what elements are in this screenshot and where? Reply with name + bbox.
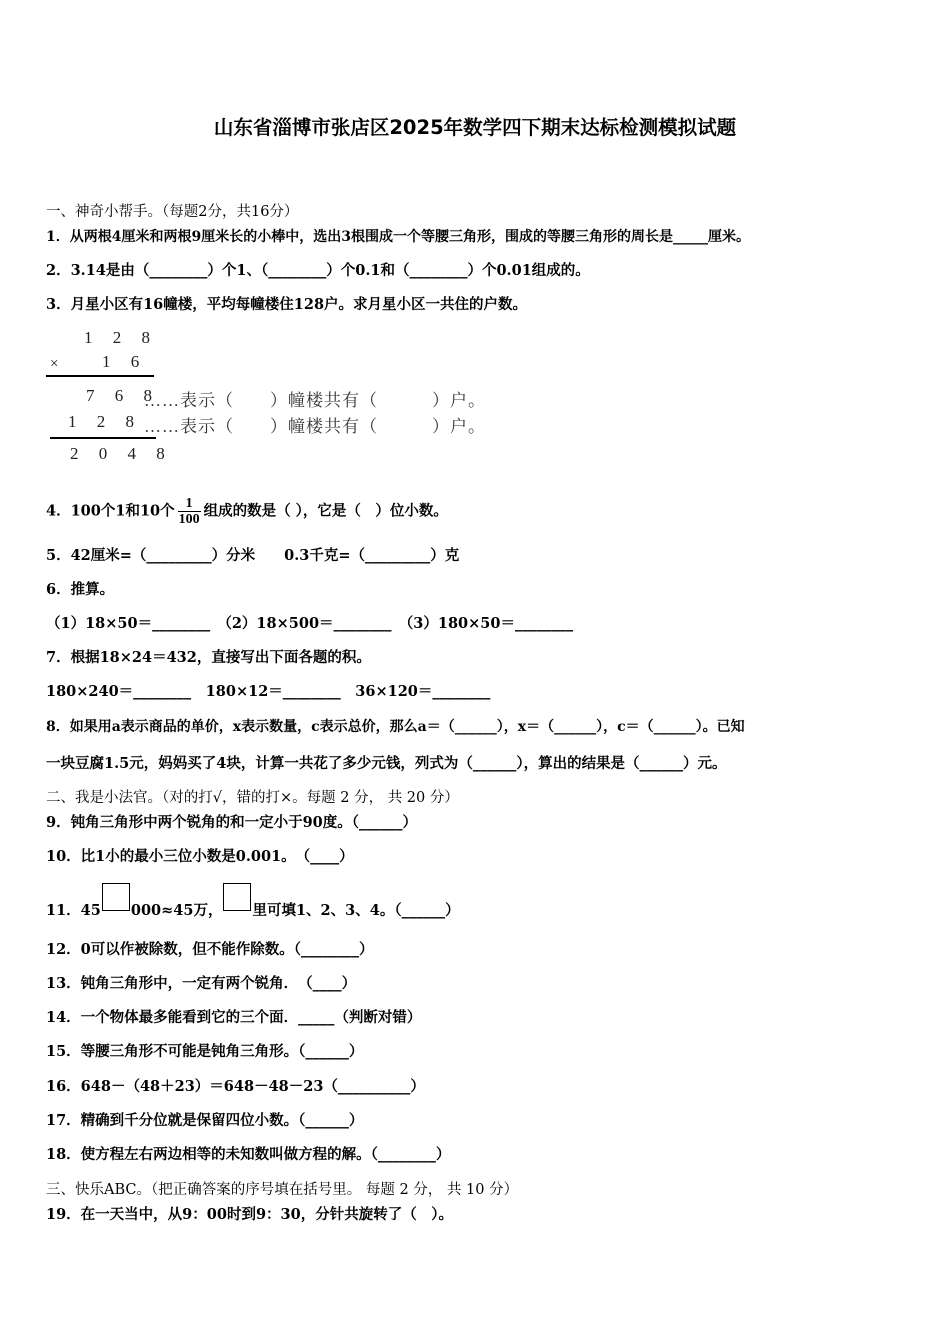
question-3: 3．月星小区有16幢楼，平均每幢楼住128户。求月星小区一共住的户数。 — [46, 296, 528, 313]
question-11-start: 11．45 — [46, 902, 101, 919]
question-11-middle: 000≈45万， — [130, 902, 223, 919]
question-8-line-1: 8．如果用a表示商品的单价，x表示数量，c表示总价，那么a＝（______），x＝（______），c＝（______）。已知 — [46, 719, 745, 735]
question-4 — [46, 496, 448, 527]
digit-box — [223, 883, 251, 911]
section-2-heading: 二、我是小法官。（对的打√，错的打×。每题 2 分， 共 20 分） — [46, 790, 459, 806]
page-title: 山东省淄博市张店区2025年数学四下期末达标检测模拟试题 — [213, 116, 737, 139]
question-12: 12．0可以作被除数，但不能作除数。（________） — [46, 941, 374, 958]
question-1: 1．从两根4厘米和两根9厘米长的小棒中，选出3根围成一个等腰三角形，围成的等腰三角形的周长是_____厘米。 — [46, 229, 750, 245]
question-8-line-2: 一块豆腐1.5元，妈妈买了4块，计算一共花了多少元钱，列式为（______），算出的结果是（______）元。 — [46, 755, 727, 772]
question-6: 6．推算。 — [46, 581, 115, 598]
question-4-end: 组成的数是（ ），它是（ ）位小数。 — [203, 502, 448, 520]
section-3-heading: 三、快乐ABC。（把正确答案的序号填在括号里。 每题 2 分， 共 10 分） — [46, 1182, 519, 1198]
calc-row-partial-1: 7 6 8 — [86, 386, 160, 405]
fraction-numerator: 1 — [178, 496, 201, 512]
calc-label-1: ……表示（ ）幢楼共有（ ）户。 — [144, 391, 486, 410]
calc-row-multiplier: 1 6 — [102, 352, 148, 371]
question-17: 17．精确到千分位就是保留四位小数。（______） — [46, 1112, 364, 1129]
calc-label-2: ……表示（ ）幢楼共有（ ）户。 — [144, 417, 486, 436]
calc-rule-1 — [46, 375, 154, 377]
question-7-items: 180×240＝________ 180×12＝________ 36×120＝________ — [46, 683, 491, 700]
question-13: 13．钝角三角形中，一定有两个锐角． （____） — [46, 975, 357, 992]
calc-times-sign: × — [50, 356, 67, 372]
question-2: 2．3.14是由（________）个1、（________）个0.1和（________）个0.01组成的。 — [46, 262, 590, 279]
fraction-denominator: 100 — [178, 512, 200, 527]
multiplication-work — [46, 326, 486, 471]
question-14: 14．一个物体最多能看到它的三个面．_____（判断对错） — [46, 1009, 422, 1026]
calc-rule-2 — [50, 437, 156, 439]
question-11-end: 里可填1、2、3、4。（______） — [252, 902, 460, 919]
fraction-one-hundredth — [178, 496, 201, 527]
question-9: 9．钝角三角形中两个锐角的和一定小于90度。（______） — [46, 814, 418, 831]
question-5: 5．42厘米=（_________）分米 0.3千克=（_________）克 — [46, 547, 460, 564]
question-4-start: 4．100个1和10个 — [46, 502, 175, 520]
question-16: 16．648－（48＋23）＝648－48－23（__________） — [46, 1078, 425, 1095]
section-1-heading: 一、神奇小帮手。（每题2分，共16分） — [46, 204, 299, 220]
calc-row-partial-2: 1 2 8 — [68, 412, 142, 431]
digit-box — [102, 883, 130, 911]
question-18: 18．使方程左右两边相等的未知数叫做方程的解。（________） — [46, 1146, 451, 1163]
question-19: 19．在一天当中，从9：00时到9：30，分针共旋转了（ ）。 — [46, 1206, 453, 1223]
question-15: 15．等腰三角形不可能是钝角三角形。（______） — [46, 1043, 364, 1060]
calc-row-multiplicand: 1 2 8 — [84, 328, 158, 347]
question-6-items: （1）18×50＝________ （2）18×500＝________ （3）180×50＝________ — [46, 615, 573, 632]
question-11 — [46, 893, 460, 921]
question-10: 10．比1小的最小三位小数是0.001。 （____） — [46, 848, 354, 865]
question-7: 7．根据18×24＝432，直接写出下面各题的积。 — [46, 649, 371, 666]
calc-row-result: 2 0 4 8 — [70, 444, 173, 463]
